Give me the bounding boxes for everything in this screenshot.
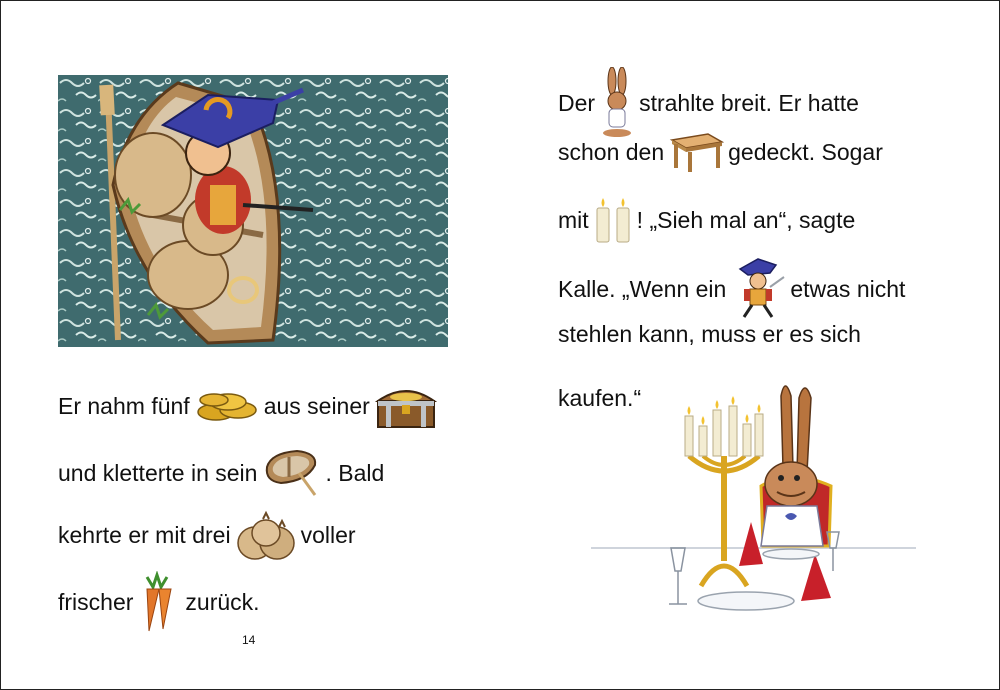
right-line-2 [558, 130, 883, 174]
text-segment: Der [558, 90, 596, 116]
text-segment: zurück. [185, 589, 260, 615]
right-line-4 [558, 257, 905, 321]
right-line-5 [558, 319, 861, 349]
pirate-rowboat-illustration [58, 75, 448, 347]
left-line-4 [58, 571, 260, 633]
left-line-1 [58, 383, 442, 429]
page-number: 14 [242, 633, 256, 647]
text-segment: mit [558, 207, 589, 233]
pirate-icon [730, 257, 786, 321]
text-segment: strahlte breit. Er hatte [639, 90, 859, 116]
text-segment: kehrte er mit drei [58, 522, 231, 548]
text-segment: voller [300, 522, 356, 548]
sacks-icon [235, 509, 297, 561]
text-segment: . Bald [325, 460, 385, 486]
right-line-3 [558, 194, 855, 246]
text-segment: etwas nicht [790, 276, 906, 302]
gold-coins-icon [194, 388, 260, 424]
left-line-2 [58, 447, 384, 499]
text-segment: schon den [558, 139, 665, 165]
text-segment: frischer [58, 589, 134, 615]
hare-icon [599, 67, 635, 139]
right-line-1 [558, 67, 859, 139]
text-segment: gedeckt. Sogar [728, 139, 883, 165]
treasure-chest-icon [374, 383, 438, 429]
left-line-3 [58, 509, 356, 561]
carrots-icon [137, 571, 181, 633]
left-page [1, 1, 501, 689]
rowboat-icon [261, 447, 321, 499]
table-icon [668, 130, 724, 174]
hare-dinner-illustration [591, 376, 921, 616]
text-segment: Er nahm fünf [58, 393, 190, 419]
text-segment: stehlen kann, muss er es sich [558, 321, 861, 347]
text-segment: und kletterte in sein [58, 460, 258, 486]
text-segment: ! „Sieh mal an“, sagte [636, 207, 856, 233]
text-segment: Kalle. „Wenn ein [558, 276, 727, 302]
text-segment: aus seiner [263, 393, 370, 419]
text-segment: kaufen.“ [558, 385, 642, 411]
candles-icon [593, 194, 633, 246]
